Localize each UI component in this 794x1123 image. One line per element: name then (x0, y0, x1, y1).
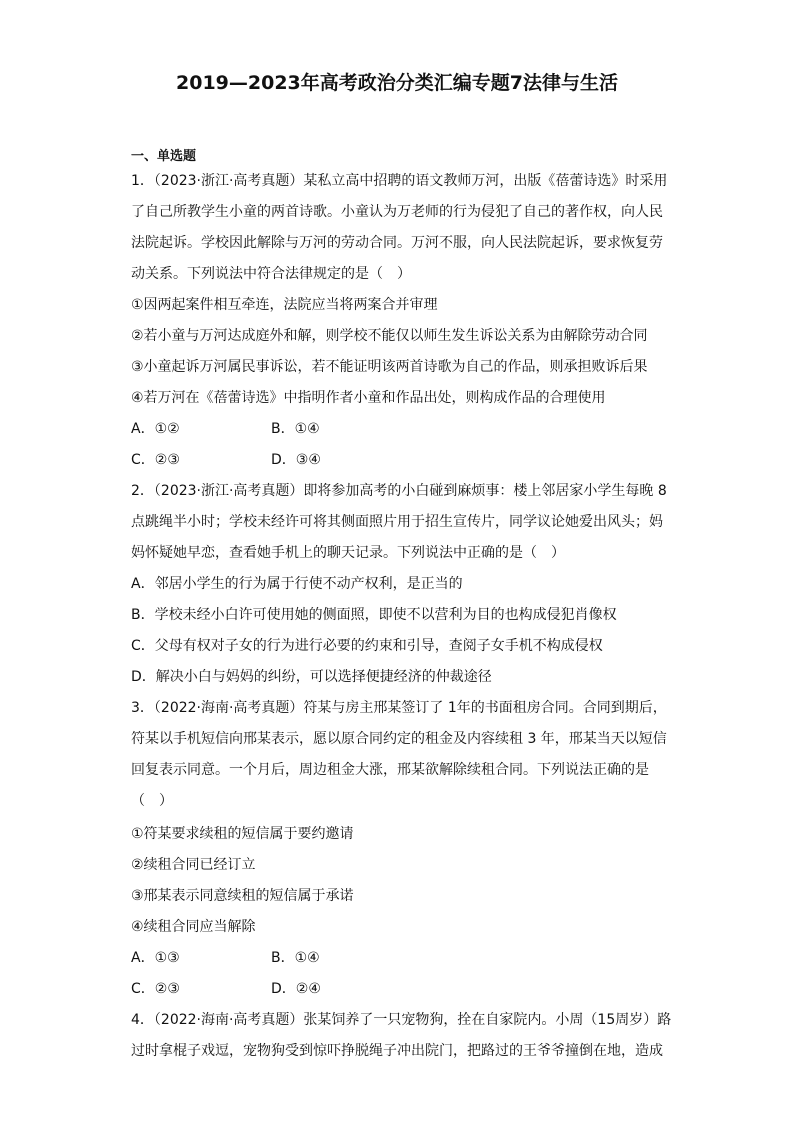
q3-statement: ②续租合同已经订立 (131, 857, 256, 873)
q1-statement: ②若小童与万河达成庭外和解，则学校不能仅以师生发生诉讼关系为由解除劳动合同 (131, 328, 648, 344)
q1-line: 动关系。下列说法中符合法律规定的是（ ） (131, 266, 411, 282)
q1-statement: ④若万河在《蓓蕾诗选》中指明作者小童和作品出处，则构成作品的合理使用 (131, 390, 606, 406)
q3-statement: ①符某要求续租的短信属于要约邀请 (131, 826, 354, 842)
q1-option-a[interactable]: A．①② (131, 421, 180, 437)
q3-line: 3．（2022·海南·高考真题）符某与房主邢某签订了 1年的书面租房合同。合同到期后， (131, 700, 667, 716)
q2-line: 点跳绳半小时；学校未经许可将其侧面照片用于招生宣传片，同学议论她爱出风头；妈 (131, 514, 663, 530)
q3-options-row (131, 948, 320, 968)
q3-statement: ④续租合同应当解除 (131, 919, 256, 935)
q3-statement: ③邢某表示同意续租的短信属于承诺 (131, 888, 354, 904)
q3-line: 符某以手机短信向邢某表示，愿以原合同约定的租金及内容续租 3 年，邢某当天以短信 (131, 731, 667, 747)
q3-options-row (131, 979, 321, 999)
q3-option-a[interactable]: A．①③ (131, 950, 180, 966)
q4-line: 4．（2022·海南·高考真题）张某饲养了一只宠物狗，拴在自家院内。小周（15周岁）路 (131, 1012, 672, 1028)
q3-option-c[interactable]: C．②③ (131, 981, 180, 997)
page-title: 2019—2023年高考政治分类汇编专题7法律与生活 (176, 72, 618, 94)
q2-option-c[interactable]: C．父母有权对子女的行为进行必要的约束和引导，查阅子女手机不构成侵权 (131, 638, 603, 654)
q1-options-row (131, 450, 321, 470)
q1-statement: ①因两起案件相互牵连，法院应当将两案合并审理 (131, 297, 438, 313)
q1-options-row (131, 419, 320, 439)
q3-line: 回复表示同意。一个月后，周边租金大涨，邢某欲解除续租合同。下列说法正确的是 (131, 762, 649, 778)
q1-option-c[interactable]: C．②③ (131, 452, 180, 468)
q1-option-d[interactable]: D．③④ (271, 452, 321, 468)
q3-line: （ ） (131, 793, 173, 809)
q2-line: 妈怀疑她早恋，查看她手机上的聊天记录。下列说法中正确的是（ ） (131, 545, 565, 561)
q2-line: 2．（2023·浙江·高考真题）即将参加高考的小白碰到麻烦事：楼上邻居家小学生每晚 8 (131, 483, 667, 499)
q4-line: 过时拿棍子戏逗，宠物狗受到惊吓挣脱绳子冲出院门，把路过的王爷爷撞倒在地，造成 (131, 1043, 663, 1059)
q2-option-d[interactable]: D．解决小白与妈妈的纠纷，可以选择便捷经济的仲裁途径 (131, 669, 492, 685)
q2-option-a[interactable]: A．邻居小学生的行为属于行使不动产权利，是正当的 (131, 576, 463, 592)
q3-option-b[interactable]: B．①④ (271, 950, 320, 966)
q1-option-b[interactable]: B．①④ (271, 421, 320, 437)
q2-option-b[interactable]: B．学校未经小白许可使用她的侧面照，即使不以营利为目的也构成侵犯肖像权 (131, 607, 617, 623)
q1-line: 法院起诉。学校因此解除与万河的劳动合同。万河不服，向人民法院起诉，要求恢复劳 (131, 235, 663, 251)
section-heading: 一、单选题 (131, 149, 197, 164)
q1-line: 了自己所教学生小童的两首诗歌。小童认为万老师的行为侵犯了自己的著作权，向人民 (131, 204, 663, 220)
q1-line: 1．（2023·浙江·高考真题）某私立高中招聘的语文教师万河，出版《蓓蕾诗选》时采用 (131, 173, 668, 189)
q3-option-d[interactable]: D．②④ (271, 981, 321, 997)
q1-statement: ③小童起诉万河属民事诉讼，若不能证明该两首诗歌为自己的作品，则承担败诉后果 (131, 359, 648, 375)
